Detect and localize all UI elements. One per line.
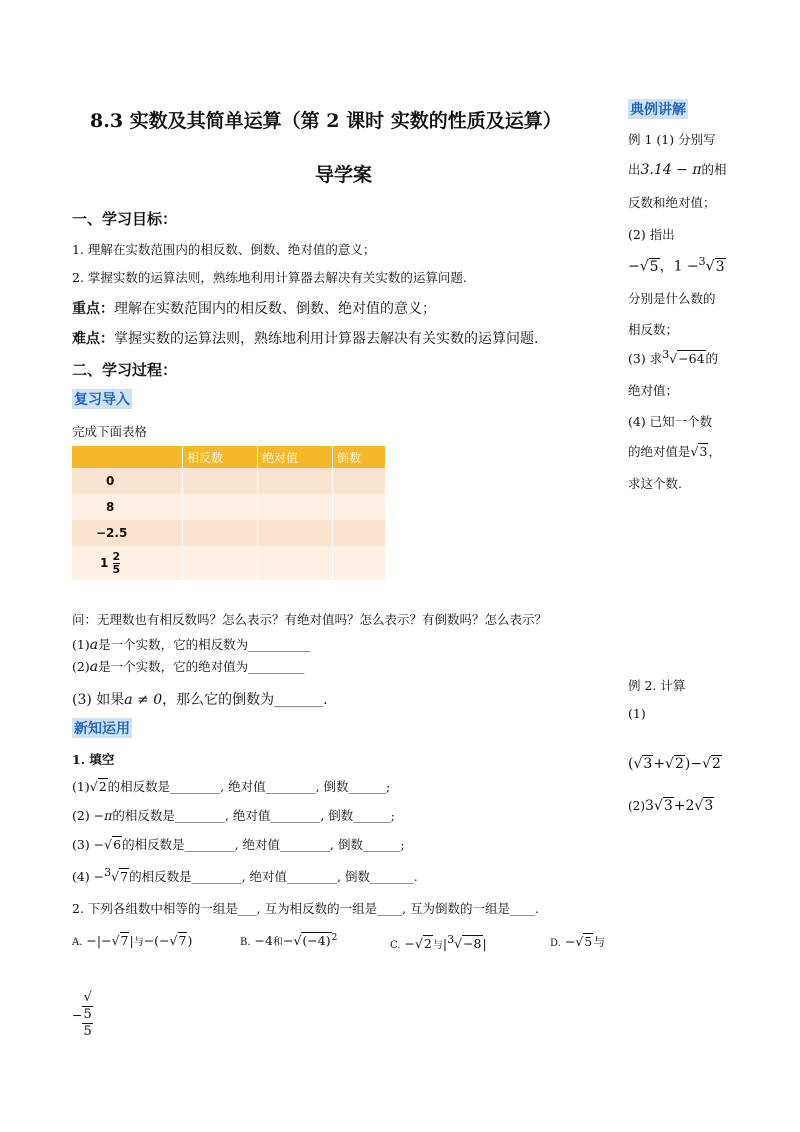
mixed-number-fraction [113, 551, 121, 576]
radical-symbol: √ [702, 756, 712, 772]
table-header-row [72, 446, 386, 468]
table-instruction: 完成下面表格 [72, 424, 148, 439]
radicand: −8 [463, 936, 482, 952]
ex1-text: 的相 [701, 162, 727, 177]
radical-symbol: √ [653, 798, 663, 814]
difficulty-point [72, 328, 538, 348]
fill-2-prefix: (2) − [72, 808, 105, 823]
example-2-part-1: (1) [628, 706, 646, 721]
review-table [72, 446, 386, 580]
question-3-text: ，那么它的倒数为_______. [162, 692, 328, 708]
radicand: 7 [120, 869, 129, 885]
fraction-numerator: 2 [112, 549, 121, 563]
radicand: (−4) [302, 933, 331, 949]
radicand: 3 [699, 444, 708, 459]
fill-4-text: 的相反数是________, 绝对值________, 倒数_______. [129, 869, 418, 885]
key-label: 重点： [72, 301, 114, 317]
difficulty-text: 掌握实数的运算法则，熟练地利用计算器去解决有关实数的运算问题. [114, 331, 539, 347]
exponent: 2 [331, 933, 338, 943]
question-3-prefix: (3) 如果 [72, 692, 125, 708]
option-d-connector: 与 [593, 935, 606, 949]
fill-4-prefix: (4) − [72, 869, 105, 885]
radical-symbol: √ [575, 934, 584, 949]
ex1-text: ， [708, 444, 721, 459]
fraction-denominator: 5 [83, 1024, 92, 1039]
option-c-label: C. [390, 940, 401, 952]
root-index: 3 [104, 866, 112, 879]
mixed-number-whole: 1 [100, 555, 109, 570]
ex1-expression: 3.14 − π [640, 162, 702, 178]
fill-item-2 [72, 806, 395, 824]
key-text: 理解在实数范围内的相反数、倒数、绝对值的意义； [114, 301, 436, 317]
ex1-text: (3) 求 [628, 351, 663, 367]
option-c-connector: 与 [432, 940, 443, 952]
question-2-text: 是一个实数，它的绝对值为_________ [98, 659, 305, 674]
coefficient: 3 [645, 798, 654, 814]
question-3 [72, 689, 328, 709]
fill-3-text: 的相反数是________, 绝对值________, 倒数______; [122, 837, 405, 852]
example-1-line-3: 反数和绝对值； [628, 195, 716, 210]
question-1-prefix: (1) [72, 637, 90, 652]
table-header-cell: 绝对值 [257, 446, 332, 468]
review-tag: 复习导入 [72, 389, 132, 409]
table-row [72, 520, 386, 546]
table-row [72, 494, 386, 520]
fill-heading: 1. 填空 [72, 752, 115, 767]
coefficient: +2 [673, 798, 695, 814]
difficulty-label: 难点： [72, 331, 114, 347]
radical-symbol: √ [169, 933, 178, 948]
example-2-part-2: (2) [628, 799, 645, 813]
page-title: 8.3 实数及其简单运算（第 2 课时 实数的性质及运算） [90, 110, 562, 132]
sidebar-tag: 典例讲解 [628, 99, 688, 119]
fill-2-text: 的相反数是________, 绝对值________, 倒数______; [112, 808, 395, 823]
radical-symbol: √ [690, 444, 699, 459]
ex1-text: 出 [628, 162, 641, 177]
table-row-label: −2.5 [72, 520, 183, 546]
radical-symbol: √ [633, 756, 643, 772]
option-b-connector: 和 [272, 937, 283, 949]
fill-3-prefix: (3) − [72, 837, 105, 852]
radicand: 2 [423, 936, 432, 952]
radicand: 2 [98, 779, 107, 794]
root-index: 3 [698, 255, 706, 268]
example-1-line-7: 相反数； [628, 322, 679, 337]
question-1-text: 是一个实数，它的相反数为__________ [98, 637, 311, 652]
radicand: 6 [113, 837, 122, 852]
example-2-title: 例 2. 计算 [628, 678, 686, 693]
table-header-cell: 倒数 [332, 446, 385, 468]
radicand: 2 [712, 756, 721, 772]
variable-a: a [89, 637, 99, 653]
option-b: B. −4和$-√(-4)^2$ [240, 933, 338, 949]
fraction-numerator: 5 [83, 1007, 92, 1022]
question-main: 问：无理数也有相反数吗？怎么表示？有绝对值吗？怎么表示？有倒数吗？怎么表示？ [72, 612, 548, 627]
table-row-label: 0 [72, 468, 183, 494]
radicand: 3 [704, 798, 714, 814]
table-header-cell: 相反数 [183, 446, 258, 468]
goal-2: 2. 掌握实数的运算法则，熟练地利用计算器去解决有关实数的运算问题. [72, 270, 467, 285]
fill-item-3 [72, 835, 405, 853]
question-2-prefix: (2) [72, 659, 90, 674]
radicand: −64 [678, 351, 705, 367]
fill-1-text: 的相反数是________, 绝对值________, 倒数______; [107, 779, 391, 794]
radical-symbol: √ [111, 869, 120, 885]
option-a-connector: 与 [133, 937, 144, 948]
radical-symbol: √ [669, 351, 678, 367]
example-1-line-1: 例 1 (1) 分别写 [628, 132, 716, 147]
table-row-label [72, 546, 183, 580]
radical-symbol: √ [454, 936, 463, 952]
key-point [72, 298, 436, 318]
example-1-line-8 [628, 348, 718, 367]
question-2 [72, 657, 304, 675]
example-1-line-4: (2) 指出 [628, 227, 675, 242]
radicand: 2 [674, 756, 684, 772]
fraction-denominator: 5 [112, 562, 121, 576]
example-1-line-10: (4) 已知一个数 [628, 414, 713, 429]
root-index: 3 [662, 348, 670, 361]
pi-symbol: π [104, 808, 113, 823]
example-2-expression-1: (√3+√2)−√2 [628, 756, 721, 772]
radical-symbol: √ [694, 798, 704, 814]
option-c: C. −√2与|3√−8| [390, 933, 487, 952]
example-1-line-12: 求这个数. [628, 476, 682, 491]
radicand: 5 [649, 258, 659, 275]
root-index: 3 [447, 933, 455, 946]
radicand: 7 [178, 933, 187, 948]
fraction: √ 5 5 [83, 990, 92, 1039]
option-d-label: D. [550, 938, 561, 949]
example-1-line-5: −√5，1 −$^3$√3 [628, 255, 725, 275]
radicand: 3 [643, 756, 653, 772]
option-a: A. −|−√7|与−(−√7) [72, 933, 193, 948]
question-1 [72, 635, 311, 653]
radicand: 5 [584, 934, 593, 949]
option-b-value: −4 [254, 933, 273, 949]
table-row [72, 546, 386, 580]
radical-symbol: √ [111, 933, 120, 948]
table-header-cell [72, 446, 183, 468]
section-heading-process: 二、学习过程： [72, 361, 178, 379]
radical-symbol: √ [414, 936, 423, 952]
radical-symbol: √ [89, 779, 98, 794]
option-a-label: A. [72, 937, 83, 948]
option-d-continued: − √ 5 5 [72, 990, 92, 1039]
radicand: 7 [120, 933, 129, 948]
question-2-selection: 2. 下列各组数中相等的一组是___, 互为相反数的一组是____, 互为倒数的一组是____. [72, 901, 540, 916]
radical-symbol: √ [639, 258, 649, 275]
ex1-text: ，1 − [659, 258, 699, 275]
example-1-line-11 [628, 442, 721, 460]
variable-a: a [89, 659, 99, 675]
radicand: 3 [715, 258, 725, 275]
fill-1-prefix: (1) [72, 779, 90, 794]
example-1-line-9: 绝对值； [628, 383, 679, 398]
question-3-expression: a ≠ 0 [124, 692, 163, 708]
goal-1: 1. 理解在实数范围内的相反数、倒数、绝对值的意义； [72, 242, 376, 257]
section-heading-goals: 一、学习目标： [72, 210, 178, 228]
table-row [72, 468, 386, 494]
ex1-text: 的 [705, 351, 719, 367]
ex1-text: 的绝对值是 [628, 444, 691, 459]
page-subtitle: 导学案 [315, 164, 373, 186]
example-1-line-6: 分别是什么数的 [628, 291, 716, 306]
radicand: 3 [663, 798, 673, 814]
radical-symbol: √ [104, 837, 113, 852]
radical-symbol: √ [705, 258, 715, 275]
example-1-line-2 [628, 160, 727, 178]
option-d: D. −√5与 [550, 934, 606, 949]
option-b-label: B. [240, 937, 251, 949]
fill-item-1 [72, 777, 390, 795]
radical-symbol: √ [293, 933, 302, 949]
fill-item-4 [72, 866, 418, 885]
radical-symbol: √ [665, 756, 674, 772]
table-row-label: 8 [72, 494, 183, 520]
example-2-expression-2 [628, 798, 714, 814]
new-knowledge-tag: 新知运用 [72, 718, 132, 738]
